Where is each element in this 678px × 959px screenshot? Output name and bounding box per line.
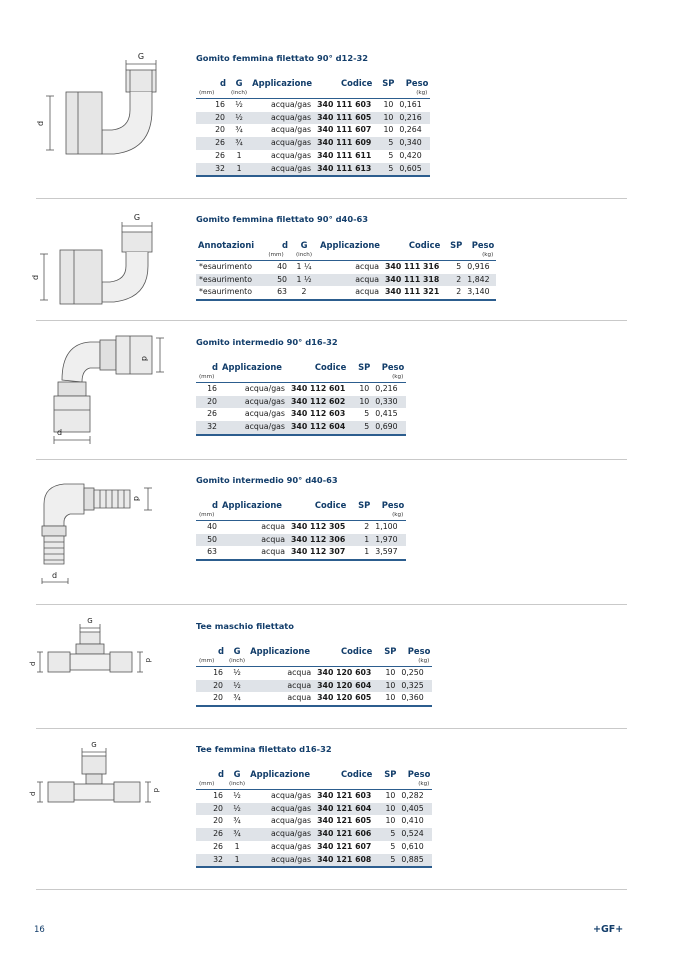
- table-cell: acqua/gas: [270, 125, 312, 135]
- drawing-label-d: d: [52, 571, 58, 580]
- table-cell: 340 121 604: [314, 803, 374, 816]
- table-cell: 20: [196, 692, 226, 706]
- units-row: [196, 511, 406, 521]
- table-cell: 1 ¼: [290, 261, 318, 274]
- table-cell: 26: [207, 409, 217, 419]
- column-header: Peso: [407, 646, 431, 656]
- table-row: [196, 163, 430, 177]
- table-cell: ¾: [226, 692, 248, 706]
- table-cell: 5: [364, 409, 370, 419]
- divider: [36, 604, 627, 605]
- table-cell: 50: [196, 534, 220, 547]
- table-cell: acqua/gas: [250, 137, 314, 150]
- divider: [36, 889, 627, 890]
- unit-label: (kg): [392, 374, 404, 380]
- unit-label: (mm): [268, 252, 284, 258]
- column-header: d: [212, 500, 218, 510]
- table-cell: ½: [226, 803, 248, 816]
- table-cell: 10: [374, 692, 398, 706]
- section-title: Gomito femmina filettato 90° d12-32: [196, 53, 369, 63]
- drawing-label-d: d: [144, 658, 152, 663]
- table-cell: 340 111 316: [382, 261, 442, 274]
- unit-label: [288, 511, 348, 521]
- column-header: d: [282, 240, 288, 250]
- section-title: Tee femmina filettato d16-32: [196, 744, 332, 754]
- unit-label: (kg): [392, 512, 404, 518]
- table-cell: 1,970: [372, 534, 406, 547]
- table-cell: 340 120 605: [314, 692, 374, 706]
- table-cell: 32: [196, 163, 228, 177]
- divider: [36, 728, 627, 729]
- table-cell: acqua: [220, 521, 288, 534]
- unit-label: [220, 511, 288, 521]
- table-row: [196, 274, 496, 287]
- unit-label: [374, 657, 398, 667]
- table-row: [196, 286, 496, 300]
- unit-label: (inch): [229, 658, 246, 664]
- section-title: Tee maschio filettato: [196, 621, 294, 631]
- table-cell: 40: [262, 261, 290, 274]
- table-cell: 0,282: [398, 790, 432, 803]
- divider: [36, 320, 627, 321]
- column-header: Codice: [340, 646, 373, 656]
- unit-label: [314, 657, 374, 667]
- table-row: [196, 421, 406, 435]
- page-number: 16: [34, 925, 45, 935]
- table-cell: 3,140: [464, 286, 496, 300]
- table-cell: 340 111 613: [314, 163, 374, 177]
- male-threaded-tee-drawing: [30, 614, 170, 694]
- table-row: [196, 521, 406, 534]
- table-row: [196, 790, 432, 803]
- table-cell: 10: [374, 667, 398, 680]
- table-cell: acqua/gas: [270, 150, 312, 160]
- table-row: [196, 396, 406, 409]
- table-cell: acqua/gas: [220, 396, 288, 409]
- drawing-label-g: G: [87, 617, 93, 625]
- spec-table: [196, 769, 432, 868]
- table-cell: 0,325: [398, 680, 432, 693]
- spec-table: [196, 240, 496, 301]
- table-cell: 1: [228, 163, 250, 177]
- column-header: d: [212, 362, 218, 372]
- table-cell: 0,916: [464, 261, 496, 274]
- column-header: SP: [358, 500, 371, 510]
- table-cell: 0,415: [375, 409, 398, 419]
- table-cell: 0,605: [396, 163, 430, 177]
- section-title: Gomito intermedio 90° d16-32: [196, 337, 338, 347]
- column-header: Applicazione: [222, 362, 282, 372]
- table-cell: 2: [290, 286, 318, 300]
- column-header: G: [235, 78, 243, 88]
- unit-label: (mm): [199, 781, 215, 787]
- column-header: G: [300, 240, 308, 250]
- table-cell: 340 112 604: [288, 421, 348, 435]
- column-header: Applicazione: [250, 646, 311, 656]
- table-cell: 340 121 607: [317, 841, 372, 851]
- table-cell: acqua/gas: [248, 828, 314, 841]
- table-cell: 50: [262, 274, 290, 287]
- table-cell: 20: [196, 803, 226, 816]
- table-cell: 1 ½: [290, 274, 318, 287]
- table-cell: 340 112 603: [291, 409, 346, 419]
- table-cell: 5: [374, 163, 396, 177]
- table-cell: 0,690: [372, 421, 406, 435]
- table-cell: 10: [348, 383, 372, 396]
- table-cell: 16: [196, 790, 226, 803]
- table-cell: ¾: [226, 828, 248, 841]
- drawing-label-d: d: [152, 788, 160, 793]
- table-cell: 10: [374, 99, 396, 112]
- table-row: [196, 692, 432, 706]
- table-cell: 2: [442, 274, 464, 287]
- intermediate-elbow-drawing: [30, 330, 170, 445]
- unit-label: (mm): [199, 658, 215, 664]
- table-cell: 40: [196, 521, 220, 534]
- table-cell: ½: [226, 667, 248, 680]
- column-header: Peso: [471, 240, 495, 250]
- unit-label: (kg): [418, 658, 430, 664]
- column-header: Applicazione: [222, 500, 282, 510]
- unit-label: (inch): [231, 90, 248, 96]
- unit-label: [314, 780, 374, 790]
- table-cell: 340 120 603: [314, 667, 374, 680]
- header-row: [196, 646, 432, 657]
- table-cell: 340 112 306: [288, 534, 348, 547]
- column-header: Peso: [381, 362, 405, 372]
- table-cell: 0,216: [372, 383, 406, 396]
- column-header: Peso: [381, 500, 405, 510]
- table-cell: acqua/gas: [244, 409, 285, 419]
- section-title: Gomito intermedio 90° d40-63: [196, 475, 338, 485]
- column-header: Codice: [408, 240, 441, 250]
- unit-label: (kg): [482, 252, 494, 258]
- table-cell: 340 111 607: [317, 125, 372, 135]
- units-row: [196, 657, 432, 667]
- table-cell: acqua: [248, 680, 314, 693]
- gf-logo: +GF+: [593, 924, 624, 935]
- table-cell: 26: [196, 828, 226, 841]
- table-cell: acqua/gas: [248, 790, 314, 803]
- table-cell: 32: [196, 421, 220, 435]
- table-cell: 20: [196, 396, 220, 409]
- header-row: [196, 240, 496, 251]
- table-cell: 63: [196, 546, 220, 560]
- table-cell: 1: [226, 854, 248, 868]
- table-cell: ¾: [235, 125, 243, 135]
- table-cell: *esaurimento: [196, 261, 262, 274]
- table-cell: 1,842: [464, 274, 496, 287]
- table-cell: 1: [234, 841, 240, 851]
- table-cell: acqua/gas: [250, 99, 314, 112]
- table-cell: acqua/gas: [248, 803, 314, 816]
- drawing-label-g: G: [137, 52, 145, 61]
- table-row: [196, 680, 432, 693]
- table-cell: 10: [374, 803, 398, 816]
- table-cell: acqua: [220, 546, 288, 560]
- spec-table: [196, 78, 430, 177]
- column-header: d: [218, 769, 224, 779]
- unit-label: [250, 89, 314, 99]
- table-cell: 3,597: [372, 546, 406, 560]
- table-cell: 10: [374, 790, 398, 803]
- table-row: [196, 854, 432, 868]
- units-row: [196, 89, 430, 99]
- table-cell: 26: [215, 150, 225, 160]
- table-cell: acqua/gas: [270, 841, 312, 851]
- table-cell: acqua: [318, 261, 382, 274]
- unit-label: [374, 780, 398, 790]
- table-cell: 1,100: [372, 521, 406, 534]
- column-header: d: [220, 78, 226, 88]
- table-cell: 0,330: [372, 396, 406, 409]
- table-cell: ¾: [233, 816, 241, 826]
- table-cell: acqua: [318, 274, 382, 287]
- table-cell: 340 111 603: [314, 99, 374, 112]
- table-cell: 340 121 603: [314, 790, 374, 803]
- unit-label: [348, 373, 372, 383]
- column-header: d: [218, 646, 224, 656]
- table-cell: acqua/gas: [250, 163, 314, 177]
- table-cell: 10: [374, 680, 398, 693]
- table-row: [196, 99, 430, 112]
- table-row: [196, 261, 496, 274]
- table-cell: 1: [236, 150, 242, 160]
- table-row: [196, 534, 406, 547]
- table-cell: 5: [388, 150, 394, 160]
- units-row: [196, 373, 406, 383]
- header-row: [196, 769, 432, 780]
- unit-label: [220, 373, 288, 383]
- table-row: [196, 383, 406, 396]
- female-threaded-tee-drawing: [30, 738, 170, 828]
- unit-label: [314, 89, 374, 99]
- column-header: SP: [382, 78, 395, 88]
- table-cell: ½: [228, 112, 250, 125]
- table-cell: 0,885: [398, 854, 432, 868]
- table-cell: 10: [374, 112, 396, 125]
- column-header: Codice: [314, 362, 347, 372]
- table-cell: 340 111 605: [314, 112, 374, 125]
- column-header: Applicazione: [320, 240, 380, 250]
- table-cell: 340 111 321: [382, 286, 442, 300]
- unit-label: [248, 780, 314, 790]
- header-row: [196, 500, 406, 511]
- table-cell: 10: [348, 396, 372, 409]
- column-header: Annotazioni: [198, 240, 255, 250]
- unit-label: [382, 251, 442, 261]
- table-cell: 16: [196, 99, 228, 112]
- column-header: Applicazione: [250, 769, 311, 779]
- unit-label: (inch): [295, 252, 313, 258]
- column-header: Applicazione: [252, 78, 313, 88]
- drawing-label-d: d: [140, 356, 149, 362]
- table-row: [196, 667, 432, 680]
- table-cell: 340 120 604: [314, 680, 374, 693]
- column-header: SP: [358, 362, 371, 372]
- table-cell: 0,360: [398, 692, 432, 706]
- drawing-label-d: d: [29, 791, 37, 796]
- spec-table: [196, 362, 406, 436]
- table-cell: 20: [196, 112, 228, 125]
- table-cell: ½: [226, 680, 248, 693]
- drawing-label-d: d: [31, 274, 40, 280]
- drawing-label-g: G: [91, 741, 97, 749]
- table-cell: 340 112 601: [288, 383, 348, 396]
- drawing-label-d: d: [36, 120, 45, 126]
- table-cell: acqua/gas: [270, 816, 312, 826]
- unit-label: (mm): [199, 90, 215, 96]
- table-cell: 340 111 318: [382, 274, 442, 287]
- column-header: Peso: [405, 78, 429, 88]
- female-threaded-elbow-drawing: [30, 50, 170, 160]
- table-cell: acqua/gas: [220, 383, 288, 396]
- table-row: [196, 112, 430, 125]
- table-cell: 340 121 605: [317, 816, 372, 826]
- table-cell: 0,250: [398, 667, 432, 680]
- column-header: SP: [384, 769, 397, 779]
- table-cell: 0,420: [399, 150, 422, 160]
- table-cell: 1: [348, 534, 372, 547]
- spec-table: [196, 500, 406, 561]
- table-row: [196, 841, 432, 854]
- table-cell: 340 111 611: [317, 150, 372, 160]
- table-cell: 340 112 307: [288, 546, 348, 560]
- table-row: [196, 546, 406, 560]
- unit-label: [442, 251, 464, 261]
- column-header: SP: [384, 646, 397, 656]
- spec-table: [196, 646, 432, 707]
- table-cell: *esaurimento: [196, 286, 262, 300]
- table-cell: ¾: [228, 137, 250, 150]
- table-cell: 16: [196, 383, 220, 396]
- table-cell: 26: [196, 137, 228, 150]
- table-cell: 0,405: [398, 803, 432, 816]
- drawing-label-d: d: [57, 428, 63, 437]
- table-row: [196, 815, 432, 828]
- unit-label: (mm): [199, 374, 215, 380]
- table-cell: acqua: [318, 286, 382, 300]
- table-cell: 0,524: [398, 828, 432, 841]
- female-threaded-elbow-large-drawing: [30, 210, 170, 310]
- drawing-label-d: d: [29, 661, 37, 666]
- table-cell: 63: [262, 286, 290, 300]
- column-header: SP: [450, 240, 463, 250]
- table-cell: acqua: [248, 692, 314, 706]
- column-header: G: [233, 646, 241, 656]
- table-cell: 20: [196, 680, 226, 693]
- table-cell: ½: [228, 99, 250, 112]
- unit-label: (mm): [199, 512, 215, 518]
- table-cell: 16: [196, 667, 226, 680]
- table-cell: 0,340: [396, 137, 430, 150]
- column-header: G: [233, 769, 241, 779]
- table-row: [196, 150, 430, 163]
- table-cell: 340 112 602: [288, 396, 348, 409]
- table-cell: 340 111 609: [314, 137, 374, 150]
- table-cell: 0,161: [396, 99, 430, 112]
- table-cell: 0,216: [396, 112, 430, 125]
- units-row: [196, 251, 496, 261]
- table-cell: 2: [442, 286, 464, 300]
- unit-label: (kg): [418, 781, 430, 787]
- table-cell: *esaurimento: [196, 274, 262, 287]
- unit-label: [318, 251, 382, 261]
- table-cell: ½: [226, 790, 248, 803]
- table-cell: 340 121 606: [314, 828, 374, 841]
- drawing-label-d: d: [132, 496, 141, 502]
- table-row: [196, 803, 432, 816]
- table-cell: 5: [348, 421, 372, 435]
- table-row: [196, 124, 430, 137]
- table-cell: 5: [442, 261, 464, 274]
- divider: [36, 459, 627, 460]
- unit-label: [374, 89, 396, 99]
- drawing-label-g: G: [133, 213, 141, 222]
- column-header: Codice: [340, 769, 373, 779]
- table-cell: 340 121 608: [314, 854, 374, 868]
- table-cell: 10: [383, 125, 394, 135]
- table-cell: 5: [374, 854, 398, 868]
- column-header: Codice: [340, 78, 373, 88]
- unit-label: (inch): [229, 781, 246, 787]
- table-cell: acqua: [248, 667, 314, 680]
- units-row: [196, 780, 432, 790]
- table-cell: 20: [215, 125, 225, 135]
- unit-label: [196, 251, 262, 261]
- table-cell: 2: [348, 521, 372, 534]
- table-cell: 32: [196, 854, 226, 868]
- unit-label: (kg): [416, 90, 428, 96]
- unit-label: [248, 657, 314, 667]
- table-cell: 20: [213, 816, 223, 826]
- table-cell: 340 112 305: [288, 521, 348, 534]
- header-row: [196, 362, 406, 373]
- table-cell: acqua/gas: [220, 421, 288, 435]
- header-row: [196, 78, 430, 89]
- table-row: [196, 137, 430, 150]
- table-cell: 0,610: [401, 841, 424, 851]
- table-cell: acqua: [220, 534, 288, 547]
- section-title: Gomito femmina filettato 90° d40-63: [196, 214, 369, 224]
- table-cell: acqua/gas: [248, 854, 314, 868]
- table-cell: 5: [374, 828, 398, 841]
- intermediate-elbow-large-drawing: [30, 470, 170, 585]
- table-cell: acqua/gas: [250, 112, 314, 125]
- table-cell: 10: [385, 816, 396, 826]
- table-cell: 0,410: [401, 816, 424, 826]
- table-cell: 5: [390, 841, 396, 851]
- unit-label: [288, 373, 348, 383]
- table-row: [196, 828, 432, 841]
- unit-label: [348, 511, 372, 521]
- column-header: Codice: [314, 500, 347, 510]
- table-cell: 5: [374, 137, 396, 150]
- table-row: [196, 408, 406, 421]
- table-cell: 26: [213, 841, 223, 851]
- table-cell: 0,264: [399, 125, 422, 135]
- column-header: Peso: [407, 769, 431, 779]
- table-cell: 1: [348, 546, 372, 560]
- divider: [36, 198, 627, 199]
